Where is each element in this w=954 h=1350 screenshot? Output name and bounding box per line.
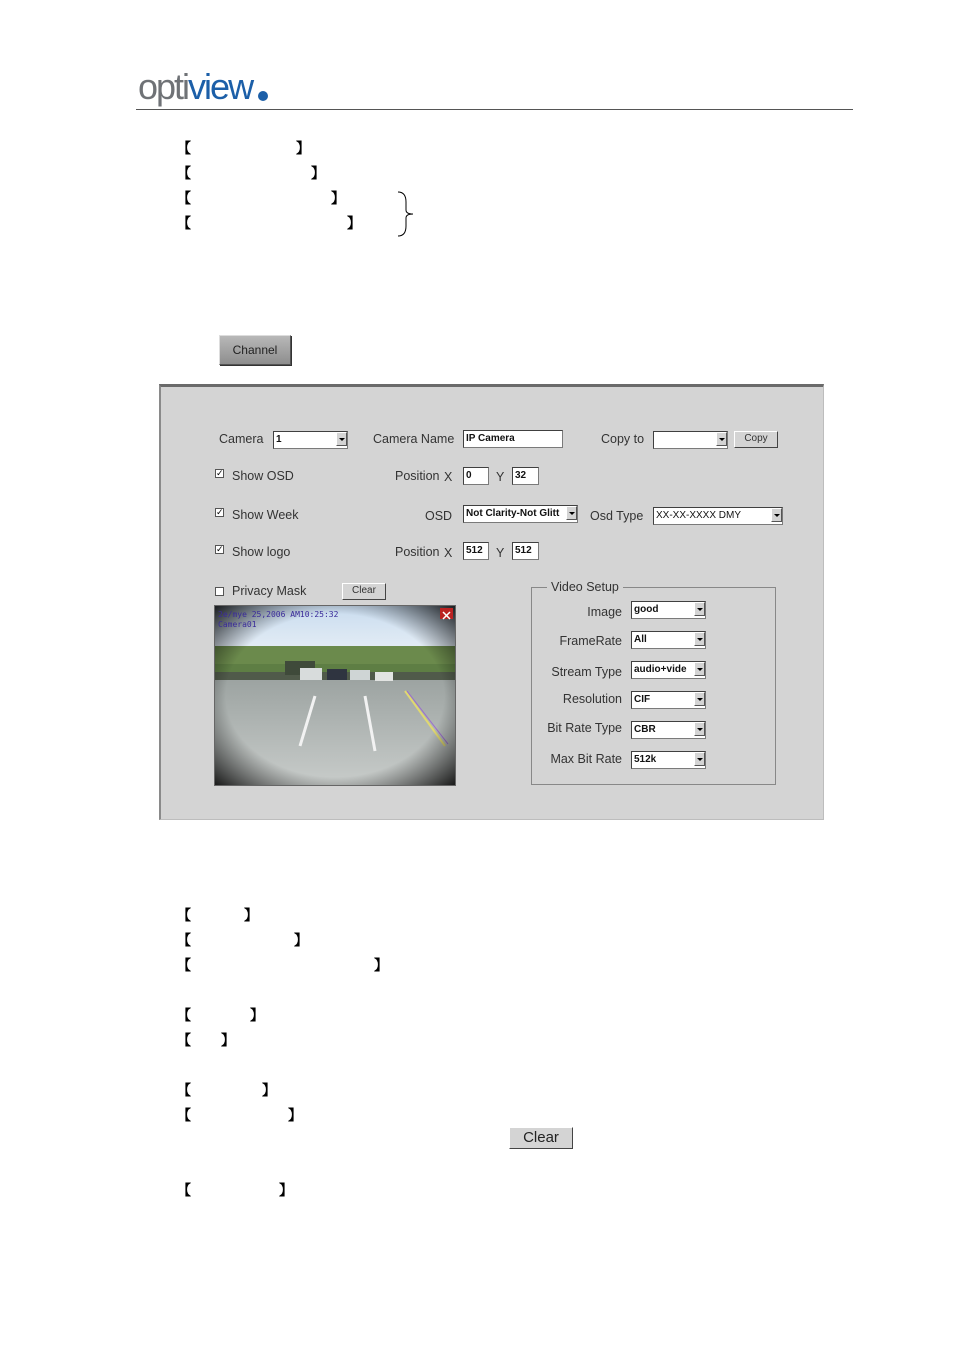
chevron-down-icon[interactable] bbox=[694, 662, 705, 676]
copy-button[interactable]: Copy bbox=[734, 431, 778, 448]
show-logo-checkbox[interactable]: ✓ bbox=[216, 544, 224, 554]
camera-name-input[interactable]: IP Camera bbox=[463, 430, 563, 448]
show-osd-label: Show OSD bbox=[232, 469, 294, 483]
image-select-value: good bbox=[631, 601, 706, 619]
position-y-input[interactable]: 32 bbox=[512, 467, 539, 485]
camera-label: Camera bbox=[219, 432, 264, 446]
bracket-close: 】 bbox=[294, 932, 308, 948]
chevron-down-icon[interactable] bbox=[771, 508, 782, 522]
bracket-open: 【 bbox=[177, 1082, 191, 1098]
bracket-close: 】 bbox=[221, 1032, 235, 1048]
curly-brace-icon bbox=[396, 190, 416, 238]
osd-select[interactable] bbox=[463, 505, 578, 523]
logo-text-view: view bbox=[188, 66, 253, 107]
max-bit-rate-select-value: 512k bbox=[631, 751, 706, 769]
stream-type-label: Stream Type bbox=[551, 665, 622, 679]
position-y-label: Y bbox=[496, 546, 505, 560]
bracket-open: 【 bbox=[177, 190, 191, 206]
bracket-open: 【 bbox=[177, 957, 191, 973]
bracket-open: 【 bbox=[177, 1182, 191, 1198]
bracket-close: 】 bbox=[244, 907, 258, 923]
position-x-input[interactable]: 0 bbox=[463, 467, 489, 485]
osd-type-label: Osd Type bbox=[590, 509, 644, 523]
bit-rate-type-select[interactable] bbox=[631, 721, 706, 739]
bracket-open: 【 bbox=[177, 1032, 191, 1048]
chevron-down-icon[interactable] bbox=[694, 602, 705, 616]
bit-rate-type-label: Bit Rate Type bbox=[547, 721, 622, 735]
bracket-close: 】 bbox=[250, 1007, 264, 1023]
camera-select-value: 1 bbox=[273, 431, 348, 449]
position-x-label: X bbox=[444, 546, 453, 560]
show-osd-checkbox[interactable]: ✓ bbox=[216, 468, 224, 478]
bracket-open: 【 bbox=[177, 1007, 191, 1023]
image-select[interactable] bbox=[631, 601, 706, 619]
privacy-mask-label: Privacy Mask bbox=[232, 584, 307, 598]
privacy-mask-checkbox[interactable] bbox=[215, 587, 224, 596]
preview-osd-camera: Camera01 bbox=[218, 620, 257, 629]
chevron-down-icon[interactable] bbox=[694, 752, 705, 766]
show-week-label: Show Week bbox=[232, 508, 299, 522]
stream-type-select-value: audio+vide bbox=[631, 661, 706, 679]
resolution-label: Resolution bbox=[562, 692, 622, 706]
framerate-label: FrameRate bbox=[559, 634, 622, 648]
logo-dot-icon bbox=[258, 91, 268, 101]
chevron-down-icon[interactable] bbox=[566, 506, 577, 520]
video-setup-title: Video Setup bbox=[547, 580, 623, 594]
chevron-down-icon[interactable] bbox=[694, 692, 705, 706]
bracket-open: 【 bbox=[177, 140, 191, 156]
position-label: Position bbox=[395, 545, 440, 559]
osd-type-select-value: XX-XX-XXXX DMY bbox=[653, 507, 783, 525]
preview-osd-datetime: 2e/mye 25,2006 AM10:25:32 bbox=[218, 610, 339, 619]
osd-type-select[interactable] bbox=[653, 507, 783, 525]
video-preview[interactable] bbox=[214, 605, 456, 786]
osd-label: OSD bbox=[425, 509, 453, 523]
bracket-open: 【 bbox=[177, 932, 191, 948]
copy-to-select[interactable] bbox=[653, 431, 728, 449]
bracket-open: 【 bbox=[177, 165, 191, 181]
position-x-label: X bbox=[444, 470, 453, 484]
bracket-close: 】 bbox=[374, 957, 388, 973]
clear-button-illustration[interactable]: Clear bbox=[509, 1127, 573, 1149]
copy-to-label: Copy to bbox=[601, 432, 645, 446]
framerate-select-value: All bbox=[631, 631, 706, 649]
show-logo-label: Show logo bbox=[232, 545, 291, 559]
bracket-close: 】 bbox=[296, 140, 310, 156]
chevron-down-icon[interactable] bbox=[694, 722, 705, 736]
osd-select-value: Not Clarity-Not Glitt bbox=[463, 505, 578, 523]
bit-rate-type-select-value: CBR bbox=[631, 721, 706, 739]
resolution-select[interactable] bbox=[631, 691, 706, 709]
show-week-checkbox[interactable]: ✓ bbox=[216, 507, 224, 517]
bracket-close: 】 bbox=[347, 215, 361, 231]
channel-button[interactable]: Channel bbox=[219, 335, 291, 365]
chevron-down-icon[interactable] bbox=[694, 632, 705, 646]
header-divider bbox=[136, 109, 853, 110]
bracket-close: 】 bbox=[331, 190, 345, 206]
bracket-open: 【 bbox=[177, 215, 191, 231]
chevron-down-icon[interactable] bbox=[336, 432, 347, 446]
optiview-logo bbox=[138, 66, 252, 108]
parking-lot-image bbox=[215, 606, 455, 785]
max-bit-rate-label: Max Bit Rate bbox=[550, 752, 622, 766]
position-y-label: Y bbox=[496, 470, 505, 484]
bracket-open: 【 bbox=[177, 907, 191, 923]
resolution-select-value: CIF bbox=[631, 691, 706, 709]
position-y-input[interactable]: 512 bbox=[512, 542, 539, 560]
bracket-close: 】 bbox=[311, 165, 325, 181]
bracket-close: 】 bbox=[288, 1107, 302, 1123]
stream-type-select[interactable] bbox=[631, 661, 706, 679]
image-label: Image bbox=[587, 605, 622, 619]
clear-mask-button[interactable]: Clear bbox=[342, 583, 386, 600]
camera-name-label: Camera Name bbox=[373, 432, 455, 446]
bracket-open: 【 bbox=[177, 1107, 191, 1123]
camera-select[interactable] bbox=[273, 431, 348, 449]
logo-text-opti: opti bbox=[138, 66, 189, 107]
close-icon[interactable] bbox=[440, 608, 453, 619]
bracket-close: 】 bbox=[279, 1182, 293, 1198]
max-bit-rate-select[interactable] bbox=[631, 751, 706, 769]
bracket-close: 】 bbox=[262, 1082, 276, 1098]
chevron-down-icon[interactable] bbox=[716, 432, 727, 446]
position-x-input[interactable]: 512 bbox=[463, 542, 489, 560]
position-label: Position bbox=[395, 469, 440, 483]
framerate-select[interactable] bbox=[631, 631, 706, 649]
